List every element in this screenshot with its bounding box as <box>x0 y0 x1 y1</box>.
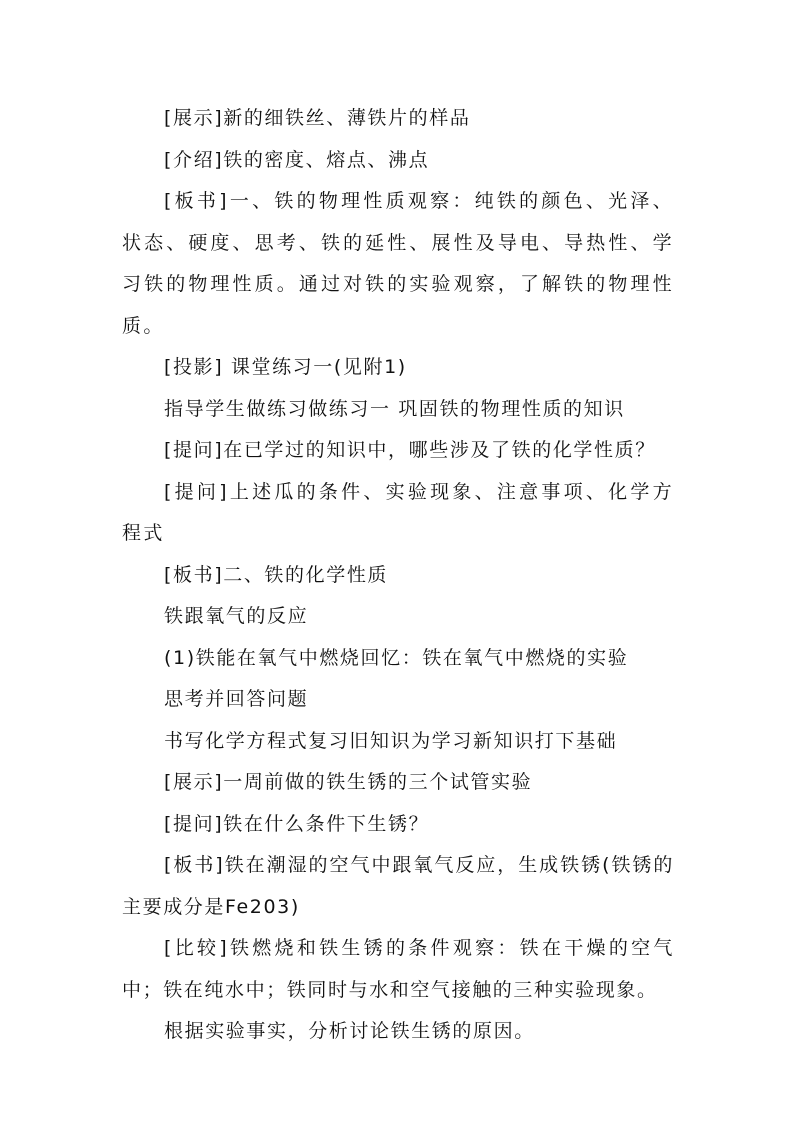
paragraph-think-answer: 思考并回答问题 <box>164 688 309 710</box>
paragraph-question-rust-conditions: [提问]铁在什么条件下生锈？ <box>164 812 430 835</box>
document-body <box>122 98 674 1053</box>
paragraph-projection-exercise: [投影] 课堂练习一(见附1) <box>164 356 407 378</box>
paragraph-question-conditions: [提问]上述瓜的条件、实验现象、注意事项、化学方程式 <box>122 480 674 544</box>
paragraph-board-chemical-properties: [板书]二、铁的化学性质 <box>164 563 389 586</box>
paragraph-display-rust-experiment: [展示]一周前做的铁生锈的三个试管实验 <box>164 771 533 793</box>
paragraph-analyze-rust-cause: 根据实验事实，分析讨论铁生锈的原因。 <box>164 1020 535 1042</box>
paragraph-board-rust-formation: [板书]铁在潮湿的空气中跟氧气反应，生成铁锈(铁锈的主要成分是Fe203) <box>122 854 674 918</box>
paragraph-board-physical-properties: [板书]一、铁的物理性质观察：纯铁的颜色、光泽、状态、硬度、思考、铁的延性、展性及导电、导热性、学习铁的物理性质。通过对铁的实验观察，了解铁的物理性质。 <box>122 190 674 337</box>
paragraph-display-samples: [展示]新的细铁丝、薄铁片的样品 <box>164 107 471 129</box>
paragraph-iron-burning: (1)铁能在氧气中燃烧回忆：铁在氧气中燃烧的实验 <box>164 646 629 669</box>
paragraph-write-equation: 书写化学方程式复习旧知识为学习新知识打下基础 <box>164 729 618 752</box>
paragraph-question-chemical-properties: [提问]在已学过的知识中，哪些涉及了铁的化学性质？ <box>164 439 656 461</box>
paragraph-guide-students: 指导学生做练习做练习一 巩固铁的物理性质的知识 <box>164 397 625 420</box>
paragraph-introduce-properties: [介绍]铁的密度、熔点、沸点 <box>164 148 430 171</box>
paragraph-compare-conditions: [比较]铁燃烧和铁生锈的条件观察：铁在干燥的空气中；铁在纯水中；铁同时与水和空气接触的三种实验现象。 <box>122 937 674 1001</box>
paragraph-iron-oxygen-reaction: 铁跟氧气的反应 <box>164 605 309 627</box>
